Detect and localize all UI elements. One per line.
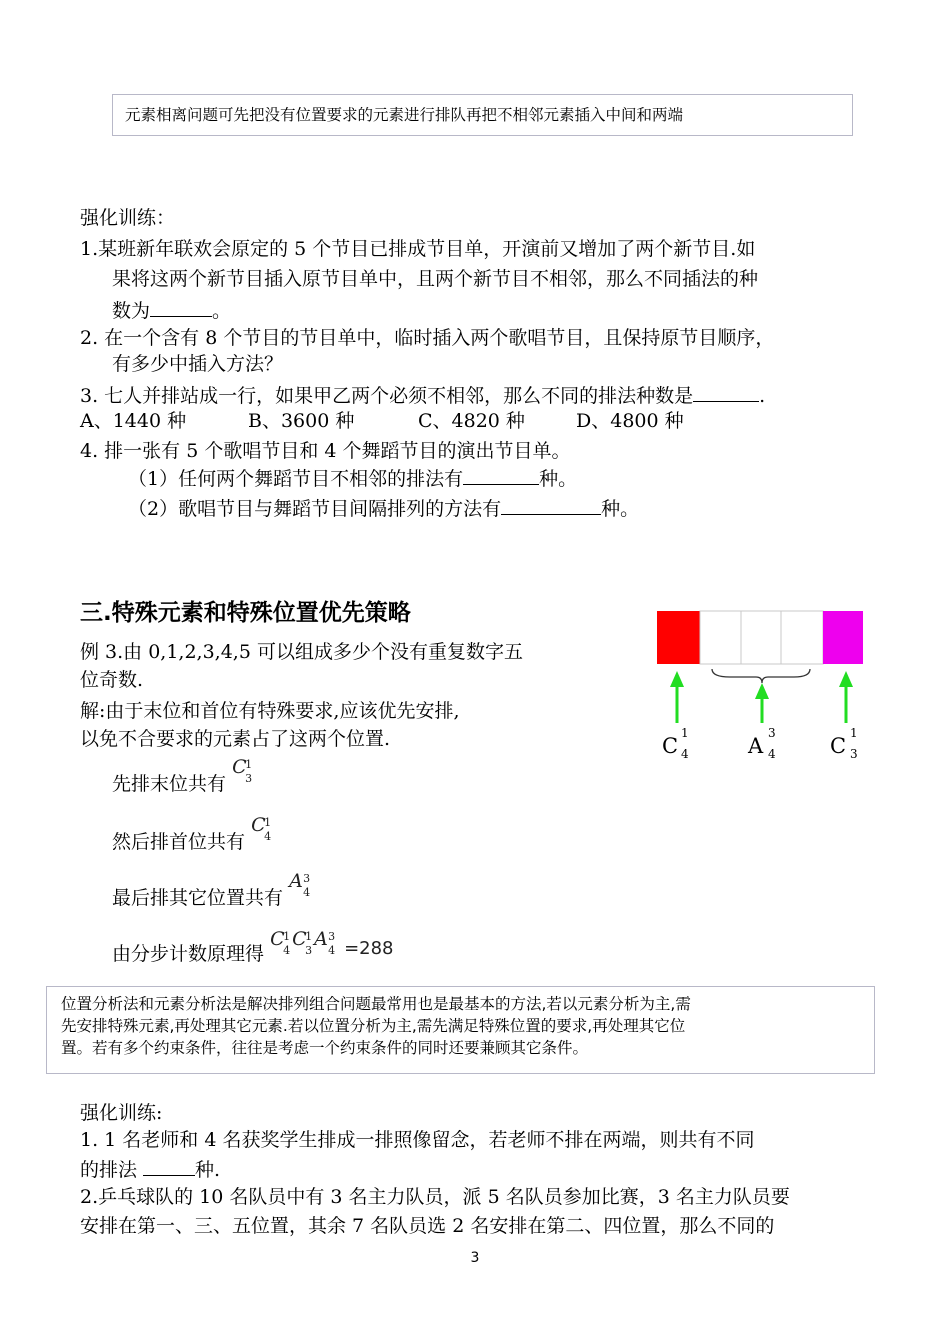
q3-answer-blank[interactable] bbox=[693, 381, 759, 402]
middle-position-box bbox=[741, 611, 781, 664]
formula-product bbox=[270, 928, 344, 960]
tip-line: 置。若有多个约束条件，往往是考虑一个约束条件的同时还要兼顾其它条件。 bbox=[61, 1039, 589, 1057]
q1-line1: 1.某班新年联欢会原定的 5 个节目已排成节目单，开演前又增加了两个新节目.如 bbox=[80, 238, 756, 260]
formula-c41 bbox=[251, 814, 275, 848]
formula-letter: C bbox=[232, 756, 247, 778]
formula-sup: 1 bbox=[283, 930, 291, 943]
q3 bbox=[80, 381, 765, 409]
t2-q1-line2-text: 的排法 bbox=[80, 1159, 144, 1181]
formula-sup: 1 bbox=[245, 758, 253, 771]
tip-line: 位置分析法和元素分析法是解决排列组合问题最常用也是最基本的方法,若以元素分析为主,需 bbox=[61, 995, 691, 1013]
first-position-box bbox=[657, 611, 700, 664]
t2-q1-line1: 1. 1 名老师和 4 名获奖学生排成一排照像留念，若老师不排在两端，则共有不同 bbox=[80, 1129, 755, 1151]
step-2 bbox=[112, 814, 275, 855]
tip-box-method bbox=[46, 986, 875, 1074]
q2-line2: 有多少中插入方法？ bbox=[112, 353, 284, 375]
t2-q1-end: 种. bbox=[195, 1159, 221, 1181]
arrow-left bbox=[670, 671, 684, 723]
q3-end: . bbox=[759, 385, 766, 407]
solution-line1: 解:由于末位和首位有特殊要求,应该优先安排, bbox=[80, 700, 460, 722]
q1-line2: 果将这两个新节目插入原节目单中，且两个新节目不相邻，那么不同插法的种 bbox=[112, 268, 759, 290]
label-right-sup: 1 bbox=[850, 726, 858, 740]
step-3 bbox=[112, 870, 313, 911]
tip-line: 先安排特殊元素,再处理其它元素.若以位置分析为主,需先满足特殊位置的要求,再处理其它位 bbox=[61, 1017, 686, 1035]
q3-text: 3. 七人并排站成一行，如果甲乙两个必须不相邻，那么不同的排法种数是 bbox=[80, 385, 694, 407]
formula-letter: A bbox=[289, 870, 303, 892]
q4-part2-text: （2）歌唱节目与舞蹈节目间隔排列的方法有 bbox=[128, 498, 502, 520]
section-heading: 三.特殊元素和特殊位置优先策略 bbox=[80, 600, 411, 626]
example-line2: 位奇数. bbox=[80, 669, 144, 691]
formula-c31 bbox=[232, 756, 256, 790]
t2-q2-line1: 2.乒乓球队的 10 名队员中有 3 名主力队员，派 5 名队员参加比赛，3 名主力队员要 bbox=[80, 1186, 790, 1208]
last-position-box bbox=[823, 611, 863, 664]
q4-part1-end: 种。 bbox=[539, 468, 578, 490]
step-2-text: 然后排首位共有 bbox=[112, 831, 246, 853]
step-4-text: 由分步计数原理得 bbox=[112, 943, 265, 965]
q1-line3 bbox=[112, 296, 231, 324]
page-number: 3 bbox=[470, 1250, 480, 1266]
formula-letter: A bbox=[314, 928, 328, 950]
formula-letter: C bbox=[292, 928, 307, 950]
formula-sup: 1 bbox=[264, 816, 272, 829]
step-1-text: 先排末位共有 bbox=[112, 773, 227, 795]
q4-part1-text: （1）任何两个舞蹈节目不相邻的排法有 bbox=[128, 468, 464, 490]
formula-sub: 4 bbox=[328, 944, 336, 957]
q4-part2-end: 种。 bbox=[601, 498, 640, 520]
step-1 bbox=[112, 756, 256, 797]
formula-letter: C bbox=[251, 814, 266, 836]
t2-q2-line2: 安排在第一、三、五位置，其余 7 名队员选 2 名安排在第二、四位置，那么不同的 bbox=[80, 1215, 775, 1237]
label-mid-sup: 3 bbox=[768, 726, 776, 740]
formula-sub: 3 bbox=[305, 944, 313, 957]
middle-position-box bbox=[700, 611, 741, 664]
example-line1: 例 3.由 0,1,2,3,4,5 可以组成多少个没有重复数字五 bbox=[80, 641, 523, 663]
q4-part2-blank[interactable] bbox=[501, 494, 601, 515]
label-mid-letter: A bbox=[748, 734, 764, 758]
formula-a43 bbox=[289, 870, 313, 904]
q3-option-c: C、4820 种 bbox=[418, 410, 525, 432]
formula-sub: 4 bbox=[303, 886, 311, 899]
formula-sup: 3 bbox=[303, 872, 311, 885]
q1-end: 。 bbox=[212, 300, 232, 322]
formula-sup: 3 bbox=[328, 930, 336, 943]
label-right-letter: C bbox=[830, 734, 847, 758]
label-mid-sub: 4 bbox=[768, 747, 776, 761]
q2-line1: 2. 在一个含有 8 个节目的节目单中，临时插入两个歌唱节目，且保持原节目顺序， bbox=[80, 327, 775, 349]
q1-answer-blank[interactable] bbox=[150, 296, 212, 317]
q4-part1 bbox=[128, 464, 577, 492]
label-left-sub: 4 bbox=[681, 747, 689, 761]
training-title: 强化训练： bbox=[80, 207, 176, 229]
formula-letter: C bbox=[270, 928, 285, 950]
formula-sub: 3 bbox=[245, 772, 253, 785]
q4: 4. 排一张有 5 个歌唱节目和 4 个舞蹈节目的演出节目单。 bbox=[80, 440, 571, 462]
t2-q1-line2 bbox=[80, 1155, 220, 1183]
formula-sub: 4 bbox=[264, 830, 272, 843]
label-right-sub: 3 bbox=[850, 747, 858, 761]
q4-part2 bbox=[128, 494, 639, 522]
t2-q1-blank[interactable] bbox=[143, 1155, 195, 1176]
formula-result: =288 bbox=[344, 938, 394, 959]
step-3-text: 最后排其它位置共有 bbox=[112, 887, 284, 909]
middle-position-box bbox=[781, 611, 823, 664]
solution-line2: 以免不合要求的元素占了这两个位置. bbox=[80, 728, 391, 750]
q3-option-b: B、3600 种 bbox=[248, 410, 355, 432]
q1-line3-text: 数为 bbox=[112, 300, 151, 322]
arrow-right bbox=[839, 671, 853, 723]
label-left-letter: C bbox=[662, 734, 679, 758]
q3-option-d: D、4800 种 bbox=[576, 410, 684, 432]
q4-part1-blank[interactable] bbox=[463, 464, 539, 485]
formula-sub: 4 bbox=[283, 944, 291, 957]
training2-title: 强化训练: bbox=[80, 1102, 163, 1124]
label-left-sup: 1 bbox=[681, 726, 689, 740]
brace bbox=[712, 669, 810, 683]
arrow-middle bbox=[755, 683, 769, 723]
position-diagram bbox=[650, 605, 870, 775]
q3-option-a: A、1440 种 bbox=[80, 410, 187, 432]
formula-sup: 1 bbox=[305, 930, 313, 943]
step-4 bbox=[112, 928, 394, 968]
tip-box-top: 元素相离问题可先把没有位置要求的元素进行排队再把不相邻元素插入中间和两端 bbox=[112, 94, 853, 136]
